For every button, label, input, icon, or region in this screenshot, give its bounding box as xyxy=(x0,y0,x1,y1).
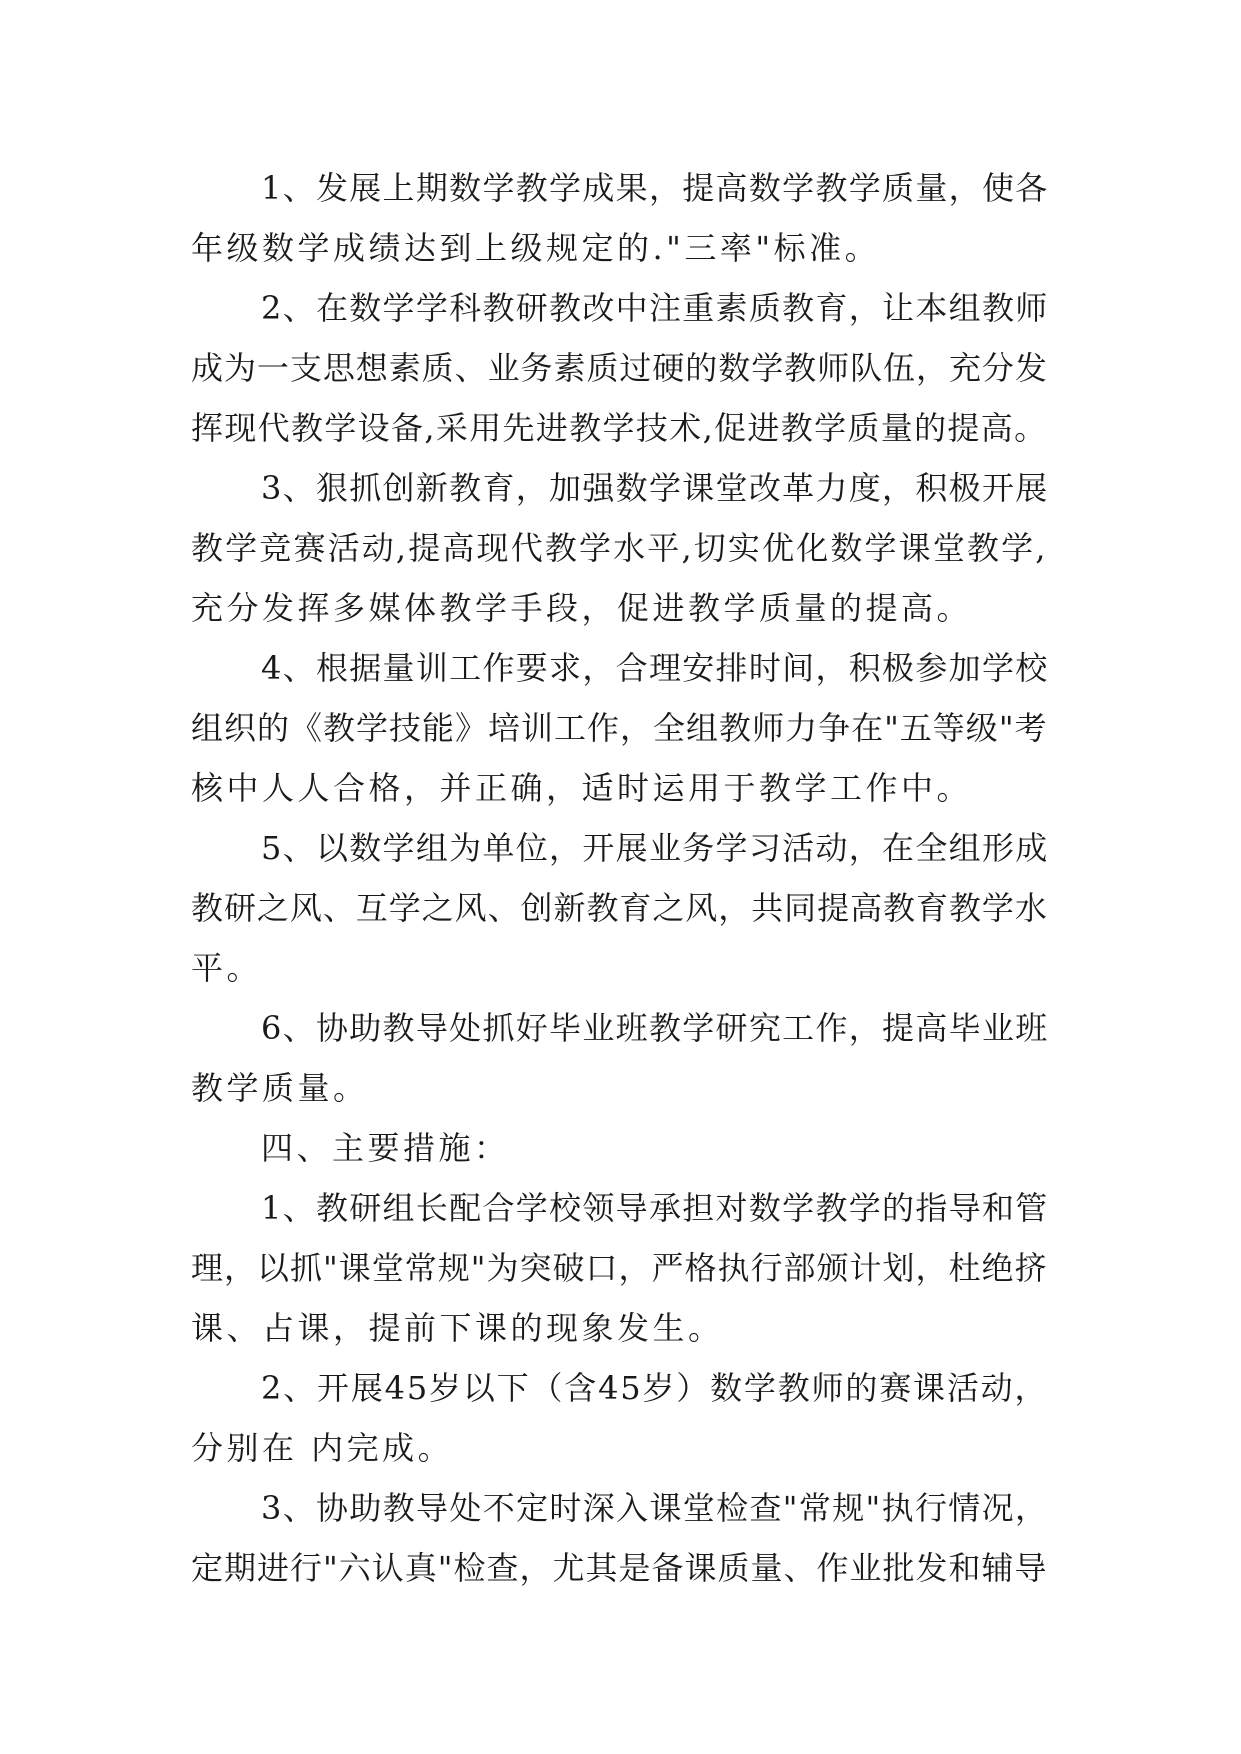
text-line: 平。 xyxy=(191,949,263,987)
text-line: 4、根据量训工作要求，合理安排时间，积极参加学校 xyxy=(261,649,1049,687)
text-line: 教学质量。 xyxy=(191,1069,369,1107)
text-line: 年级数学成绩达到上级规定的."三率"标准。 xyxy=(191,229,881,267)
text-line: 定期进行"六认真"检查，尤其是备课质量、作业批发和辅导 xyxy=(191,1549,1048,1587)
text-line: 1、发展上期数学教学成果，提高数学教学质量，使各 xyxy=(261,169,1049,207)
section-heading: 四、主要措施： xyxy=(261,1129,510,1167)
text-line: 6、协助教导处抓好毕业班教学研究工作，提高毕业班 xyxy=(261,1009,1049,1047)
text-line: 分别在 内完成。 xyxy=(191,1429,454,1467)
text-line: 3、协助教导处不定时深入课堂检查"常规"执行情况， xyxy=(261,1489,1049,1527)
text-line: 课、占课，提前下课的现象发生。 xyxy=(191,1309,724,1347)
text-line: 充分发挥多媒体教学手段，促进教学质量的提高。 xyxy=(191,589,973,627)
text-line: 组织的《教学技能》培训工作，全组教师力争在"五等级"考 xyxy=(191,709,1048,747)
text-line: 理，以抓"课堂常规"为突破口，严格执行部颁计划，杜绝挤 xyxy=(191,1249,1048,1287)
text-line: 3、狠抓创新教育，加强数学课堂改革力度，积极开展 xyxy=(261,469,1049,507)
text-line: 5、以数学组为单位，开展业务学习活动，在全组形成 xyxy=(261,829,1049,867)
text-line: 教学竞赛活动,提高现代教学水平,切实优化数学课堂教学, xyxy=(191,529,1048,567)
text-line: 核中人人合格，并正确，适时运用于教学工作中。 xyxy=(191,769,973,807)
text-line: 1、教研组长配合学校领导承担对数学教学的指导和管 xyxy=(261,1189,1049,1227)
text-line: 挥现代教学设备,采用先进教学技术,促进教学质量的提高。 xyxy=(191,409,1048,447)
text-line: 教研之风、互学之风、创新教育之风，共同提高教育教学水 xyxy=(191,889,1048,927)
text-line: 2、在数学学科教研教改中注重素质教育，让本组教师 xyxy=(261,289,1049,327)
body-text xyxy=(191,158,1053,1598)
text-line: 成为一支思想素质、业务素质过硬的数学教师队伍，充分发 xyxy=(191,349,1048,387)
text-line: 2、开展45岁以下（含45岁）数学教师的赛课活动， xyxy=(261,1369,1049,1407)
